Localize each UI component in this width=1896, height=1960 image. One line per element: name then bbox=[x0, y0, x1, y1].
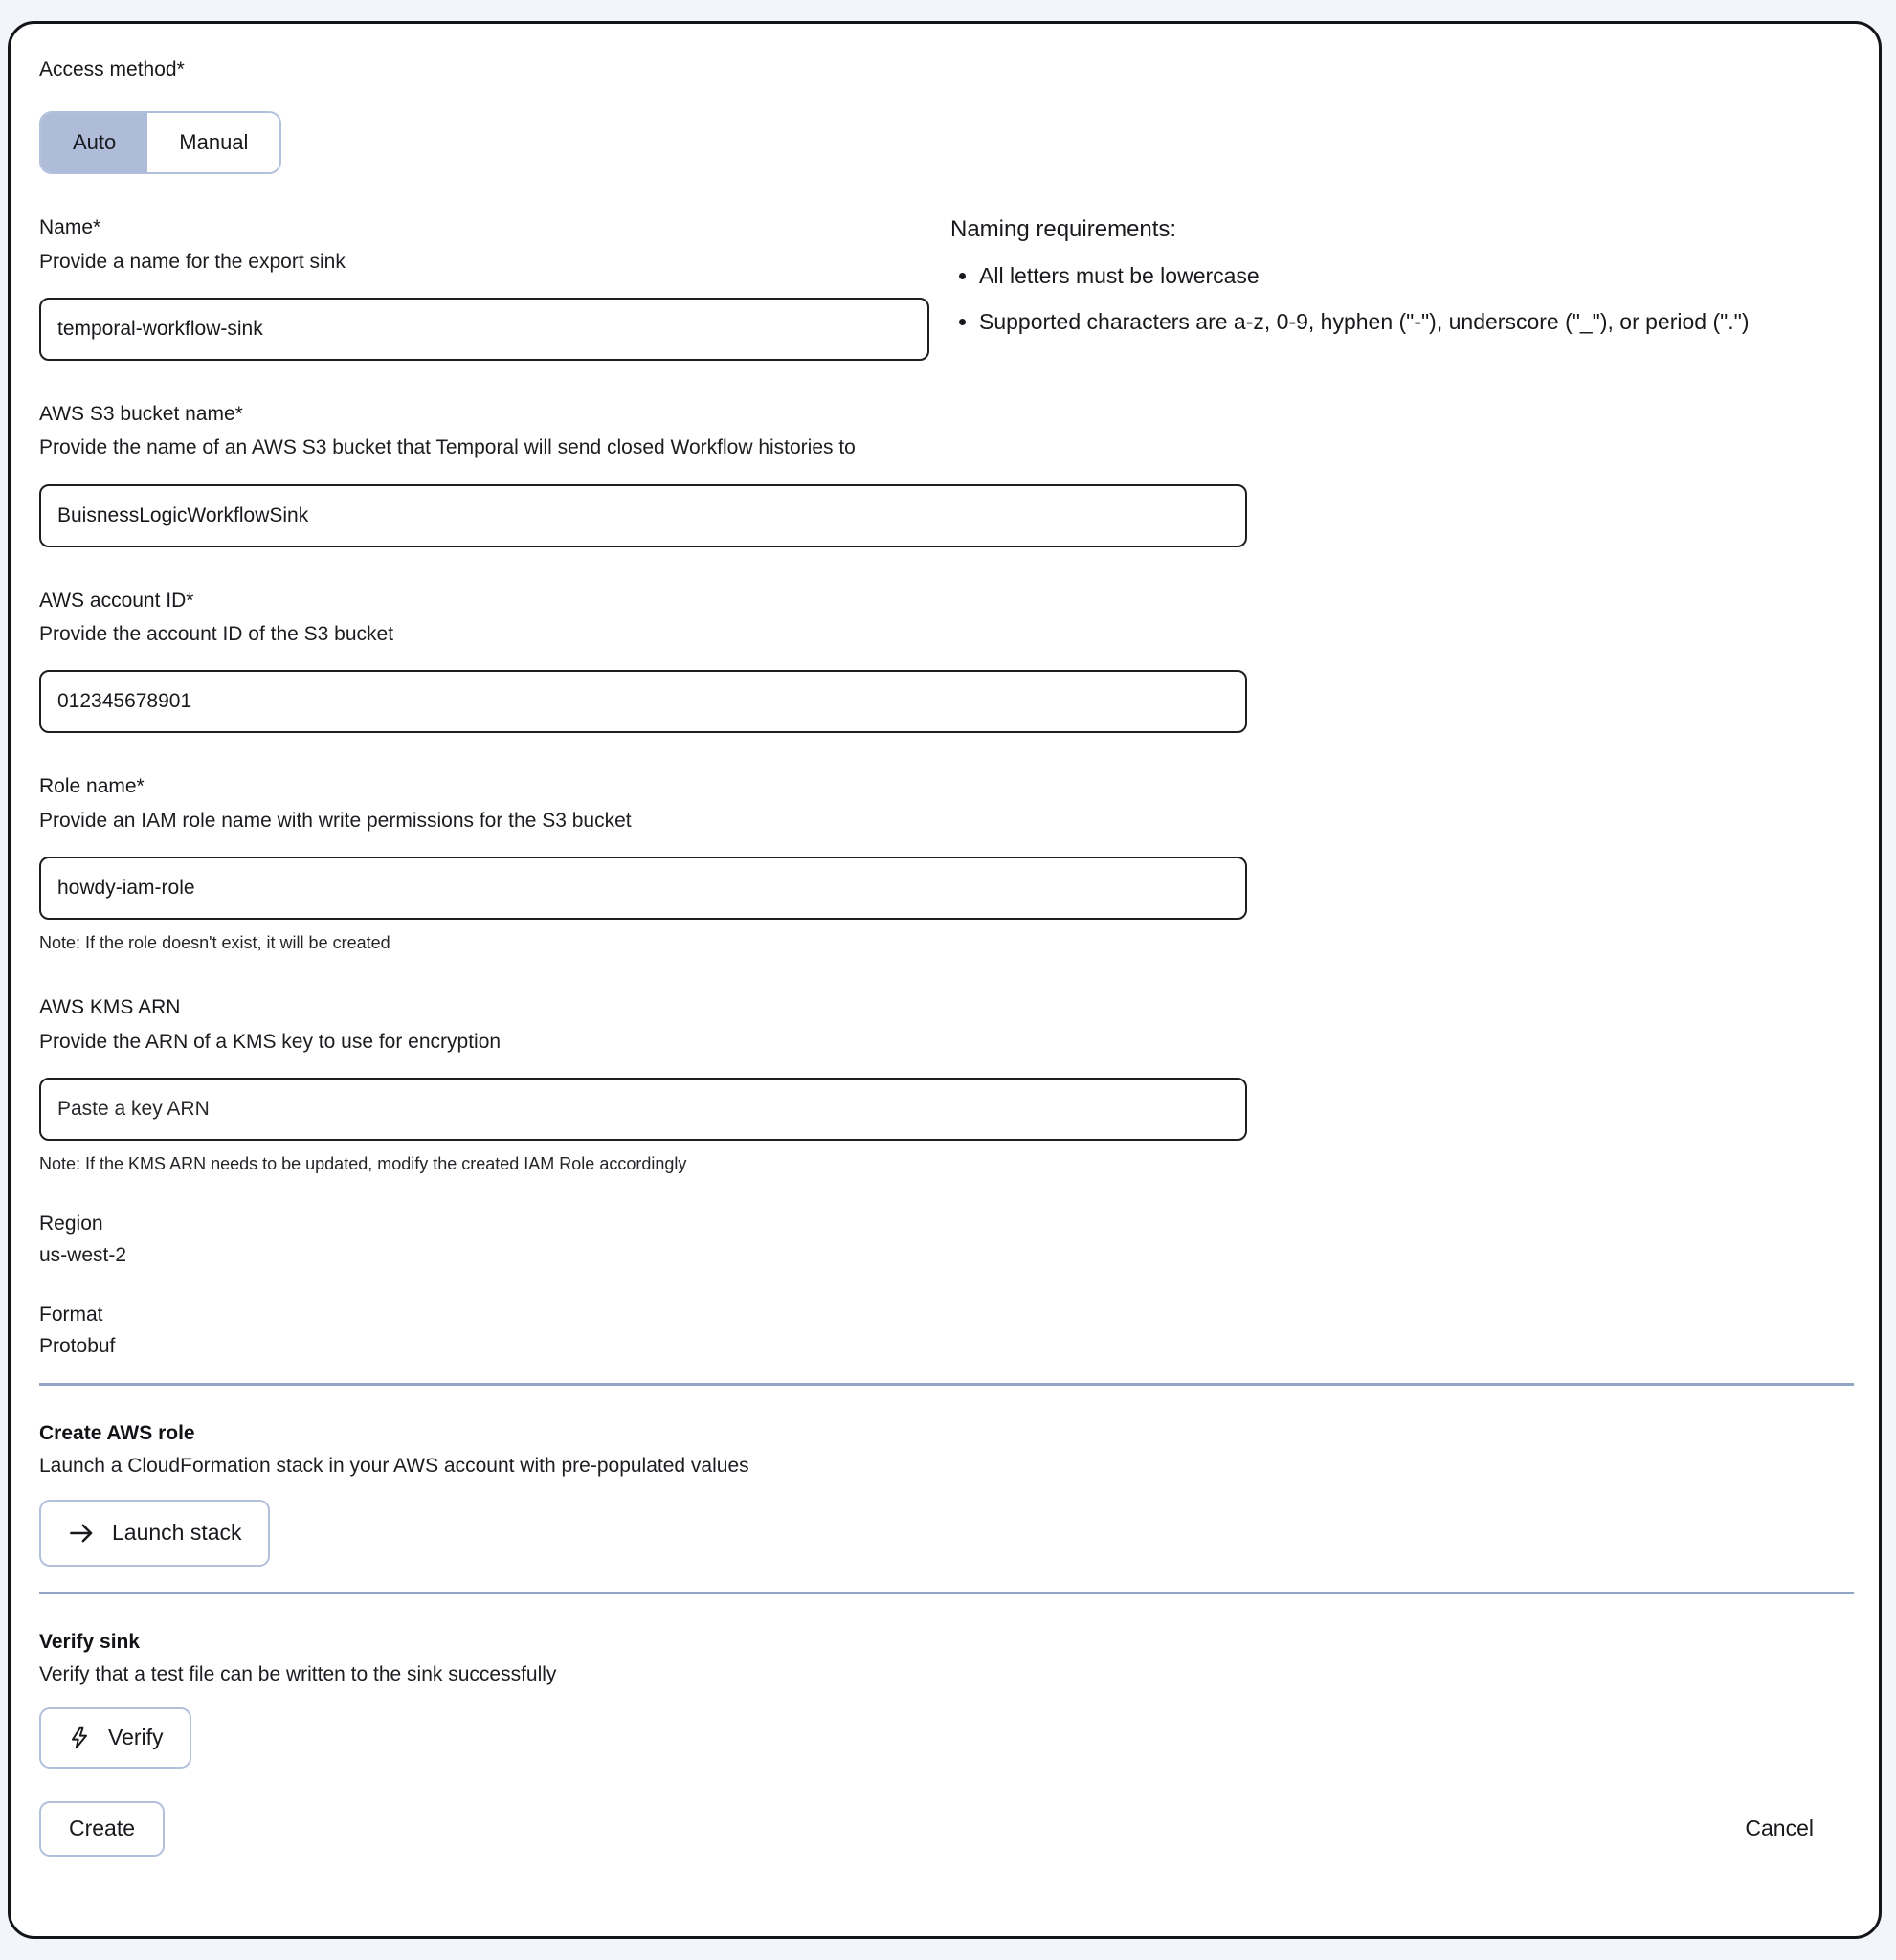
access-method-toggle bbox=[39, 111, 281, 174]
launch-stack-label: Launch stack bbox=[112, 1520, 242, 1545]
account-id-label: AWS account ID* bbox=[39, 589, 194, 612]
create-button[interactable]: Create bbox=[39, 1801, 165, 1857]
account-id-description: Provide the account ID of the S3 bucket bbox=[39, 622, 394, 645]
create-aws-role-title: Create AWS role bbox=[39, 1422, 195, 1445]
section-divider bbox=[39, 1383, 1854, 1386]
naming-requirements bbox=[950, 214, 1854, 339]
name-field-label: Name* bbox=[39, 216, 101, 239]
name-input[interactable] bbox=[39, 298, 929, 361]
format-value: Protobuf bbox=[39, 1335, 116, 1358]
kms-arn-description: Provide the ARN of a KMS key to use for encryption bbox=[39, 1030, 502, 1053]
format-label: Format bbox=[39, 1303, 103, 1325]
verify-label: Verify bbox=[108, 1725, 164, 1750]
role-name-description: Provide an IAM role name with write permissions for the S3 bucket bbox=[39, 809, 632, 832]
naming-requirement-item: • Supported characters are a-z, 0-9, hyphen ("-"), underscore ("_"), or period (".") bbox=[979, 305, 1854, 340]
role-name-field-group bbox=[39, 773, 1854, 954]
create-aws-role-section bbox=[39, 1422, 1854, 1566]
role-name-note: Note: If the role doesn't exist, it will be created bbox=[39, 933, 390, 953]
kms-arn-note: Note: If the KMS ARN needs to be updated, modify the created IAM Role accordingly bbox=[39, 1154, 687, 1174]
verify-sink-section bbox=[39, 1631, 1854, 1769]
naming-requirements-title: Naming requirements: bbox=[950, 216, 1177, 243]
format-field bbox=[39, 1302, 1854, 1358]
account-id-field-group bbox=[39, 588, 1854, 734]
name-field-group bbox=[39, 214, 929, 361]
verify-sink-description: Verify that a test file can be written to the sink successfully bbox=[39, 1662, 557, 1685]
verify-button[interactable] bbox=[39, 1707, 191, 1769]
arrow-right-icon bbox=[67, 1519, 96, 1548]
role-name-input[interactable] bbox=[39, 857, 1247, 920]
name-field-description: Provide a name for the export sink bbox=[39, 250, 346, 273]
kms-arn-input[interactable] bbox=[39, 1078, 1247, 1141]
naming-requirement-item: • All letters must be lowercase bbox=[979, 259, 1854, 294]
create-aws-role-description: Launch a CloudFormation stack in your AWS account with pre-populated values bbox=[39, 1455, 749, 1478]
toggle-option-manual[interactable]: Manual bbox=[147, 113, 279, 172]
export-sink-form-card bbox=[8, 21, 1882, 1939]
cancel-button[interactable]: Cancel bbox=[1739, 1815, 1819, 1842]
launch-stack-button[interactable] bbox=[39, 1500, 270, 1567]
access-method-label: Access method* bbox=[39, 58, 185, 80]
region-field bbox=[39, 1211, 1854, 1267]
name-and-requirements-row bbox=[39, 214, 1854, 361]
verify-sink-title: Verify sink bbox=[39, 1630, 141, 1653]
kms-arn-field-group bbox=[39, 994, 1854, 1175]
kms-arn-label: AWS KMS ARN bbox=[39, 996, 181, 1019]
region-label: Region bbox=[39, 1212, 103, 1235]
lightning-icon bbox=[67, 1726, 92, 1750]
s3-bucket-input[interactable] bbox=[39, 484, 1247, 547]
account-id-input[interactable] bbox=[39, 670, 1247, 733]
region-value: us-west-2 bbox=[39, 1243, 127, 1266]
s3-bucket-label: AWS S3 bucket name* bbox=[39, 402, 243, 425]
toggle-option-auto[interactable]: Auto bbox=[41, 113, 147, 172]
section-divider bbox=[39, 1592, 1854, 1594]
s3-bucket-field-group bbox=[39, 401, 1854, 547]
naming-requirements-list bbox=[950, 259, 1854, 339]
role-name-label: Role name* bbox=[39, 775, 145, 798]
s3-bucket-description: Provide the name of an AWS S3 bucket that Temporal will send closed Workflow histories to bbox=[39, 436, 856, 459]
form-actions bbox=[39, 1801, 1854, 1857]
